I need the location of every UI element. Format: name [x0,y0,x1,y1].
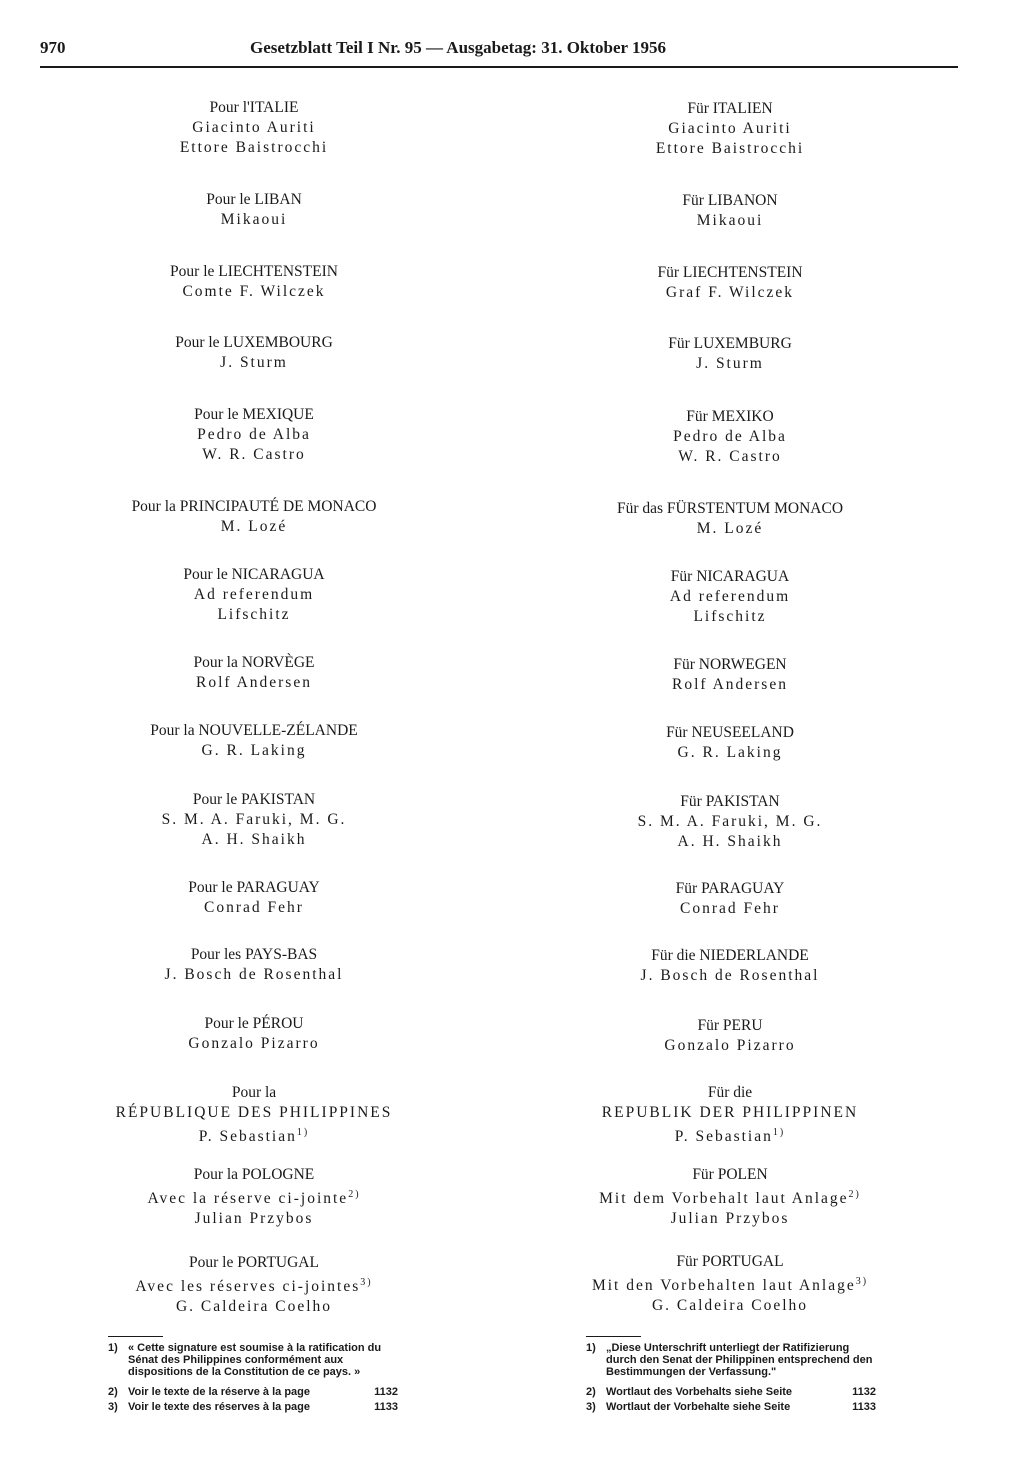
signatory-line: Pedro de Alba [197,426,311,443]
header-rule [40,66,958,68]
country-heading: Für POLEN [692,1166,768,1183]
signature-block [540,792,920,852]
signatory-line: Julian Przybos [670,1210,790,1228]
signature-block [540,191,920,231]
signature-block [64,565,444,625]
page-header [40,38,958,64]
country-heading: Pour le PARAGUAY [188,879,320,896]
country-heading: Pour la PRINCIPAUTÉ DE MONACO [131,498,377,515]
signatory-line: G. Caldeira Coelho [175,1298,333,1316]
signature-block [64,1165,444,1229]
signatory-line: Ettore Baistrocchi [655,140,805,157]
footnote-text: « Cette signature est soumise à la ratification du Sénat des Philippines conformément aux dispositions de la Constitution de ce pays. » [128,1342,382,1378]
country-heading: Für die NIEDERLANDE [651,947,809,964]
footnote-reference: 3) [360,1277,373,1288]
signatory-line: G. R. Laking [677,744,783,761]
footnote-reference: 3) [855,1276,869,1287]
signatory-line: Ad referendum [669,588,791,605]
signature-block [540,946,920,986]
country-heading: Für NORWEGEN [673,656,787,673]
country-heading: Pour les PAYS-BAS [190,946,318,963]
footnote-page-ref: 1133 [374,1401,398,1413]
gazette-title: Gesetzblatt Teil I Nr. 95 — Ausgabetag: 31. Oktober 1956 [250,38,667,57]
country-heading: Für MEXIKO [686,408,774,425]
country-heading: Pour la POLOGNE [193,1166,315,1183]
footnote [108,1401,398,1413]
country-heading: Pour le PORTUGAL [189,1254,319,1271]
signature-block [64,653,444,693]
country-heading: Für die [707,1084,753,1101]
signatory-line: Rolf Andersen [196,674,312,691]
signature-block [64,1083,444,1147]
footnote-mark: 3) [108,1401,118,1413]
footnote-text: Voir le texte de la réserve à la page [128,1386,311,1398]
signatory-line: J. Bosch de Rosenthal [640,967,820,984]
footnotes-french [108,1342,398,1416]
signature-block [540,567,920,627]
signature-block [540,99,920,159]
signature-block [540,263,920,303]
signatory-line: J. Bosch de Rosenthal [164,966,344,983]
country-heading: Pour le PÉROU [204,1015,304,1032]
signatory-line: J. Sturm [220,354,288,371]
signature-block [540,1165,920,1229]
country-heading: Für das FÜRSTENTUM MONACO [616,500,844,517]
page-number: 970 [40,38,66,57]
signature-block [64,878,444,918]
signature-block [64,1253,444,1317]
footnote [586,1401,876,1413]
signatory-line: Lifschitz [217,606,291,623]
signature-block [64,721,444,761]
footnote [108,1342,398,1378]
footnote-reference: 2) [848,1189,861,1200]
signature-block [64,790,444,850]
signatory-line: Conrad Fehr [680,900,780,917]
signature-block [64,497,444,537]
signatory-line: S. M. A. Faruki, M. G. [161,811,347,828]
signature-block [64,405,444,465]
signatory-line: Ad referendum [193,586,315,603]
country-heading: Für LIBANON [682,192,778,209]
signatory-line: Avec les réserves ci-jointes$^{3)}$ [135,1277,373,1296]
footnote [586,1342,876,1378]
footnote-reference: 2) [348,1189,361,1200]
signatory-line: Mit den Vorbehalten laut Anlage$^{3)}$ [591,1276,869,1295]
signatory-line: Comte F. Wilczek [182,283,326,300]
signatory-line: Pedro de Alba [673,428,787,445]
footnote-mark: 1) [108,1342,118,1354]
signatory-line: A. H. Shaikh [201,831,307,848]
footnote-page-ref: 1133 [852,1401,876,1413]
footnote-text: Wortlaut der Vorbehalte siehe Seite [606,1401,791,1413]
country-heading: Pour le MEXIQUE [194,406,314,423]
signatory-line: P. Sebastian$^{1)}$ [198,1127,310,1146]
signatory-line: W. R. Castro [202,446,306,463]
signature-block [540,723,920,763]
footnote-text: Wortlaut des Vorbehalts siehe Seite [606,1386,793,1398]
country-heading: Pour le LIECHTENSTEIN [170,263,338,280]
signature-block [540,407,920,467]
signature-block [540,655,920,695]
signature-block [540,879,920,919]
footnote [586,1386,876,1398]
footnote-page-ref: 1132 [374,1386,398,1398]
footnote-rule-right [586,1336,641,1337]
signatory-line: Rolf Andersen [672,676,788,693]
country-heading: Pour la NOUVELLE-ZÉLANDE [150,722,358,739]
signatory-line: Gonzalo Pizarro [188,1035,320,1052]
signatory-line: J. Sturm [696,355,764,372]
signature-block [540,1016,920,1056]
country-heading: Für NEUSEELAND [666,724,794,741]
signatory-line: RÉPUBLIQUE DES PHILIPPINES [115,1104,393,1121]
signatory-line: Lifschitz [693,608,767,625]
signatory-line: Giacinto Auriti [668,120,792,137]
signature-block [64,98,444,158]
signatory-line: Julian Przybos [194,1210,314,1228]
country-heading: Für ITALIEN [687,100,773,117]
country-heading: Für LUXEMBURG [668,335,792,352]
signature-block [64,262,444,302]
signature-block [64,190,444,230]
signatory-line: Avec la réserve ci-jointe$^{2)}$ [147,1189,361,1208]
country-heading: Pour le PAKISTAN [192,791,316,808]
signature-block [64,333,444,373]
footnote-mark: 2) [108,1386,118,1398]
signatory-line: A. H. Shaikh [677,833,783,850]
signatory-line: Conrad Fehr [204,899,304,916]
signatory-line: Ettore Baistrocchi [179,139,329,156]
signatory-line: P. Sebastian$^{1)}$ [674,1127,786,1146]
signature-block [64,1014,444,1054]
signature-block [64,945,444,985]
country-heading: Für LIECHTENSTEIN [657,264,803,281]
country-heading: Für PERU [697,1017,763,1034]
signatory-line: G. R. Laking [201,742,307,759]
country-heading: Pour l'ITALIE [209,99,299,116]
footnote-mark: 3) [586,1401,596,1413]
footnote-mark: 1) [586,1342,596,1354]
country-heading: Pour le NICARAGUA [183,566,325,583]
signature-block [540,499,920,539]
country-heading: Für PAKISTAN [680,793,780,810]
signature-block [540,1252,920,1316]
country-heading: Für PORTUGAL [676,1253,784,1270]
signatory-line: Giacinto Auriti [192,119,316,136]
signatory-line: M. Lozé [696,520,764,537]
signature-block [540,334,920,374]
signatory-line: Mit dem Vorbehalt laut Anlage$^{2)}$ [599,1189,861,1208]
signatory-line: Mikaoui [696,212,764,229]
footnote-reference: 1) [772,1127,786,1138]
footnote-rule-left [108,1336,163,1337]
signatory-line: G. Caldeira Coelho [651,1297,809,1315]
footnote-reference: 1) [296,1127,310,1138]
signature-block [540,1083,920,1147]
signatory-line: W. R. Castro [678,448,782,465]
signatory-line: REPUBLIK DER PHILIPPINEN [601,1104,859,1121]
country-heading: Für PARAGUAY [675,880,785,897]
footnote-text: Voir le texte des réserves à la page [128,1401,311,1413]
country-heading: Pour la NORVÈGE [193,654,315,671]
footnote-mark: 2) [586,1386,596,1398]
signatory-line: S. M. A. Faruki, M. G. [637,813,823,830]
signatory-line: Mikaoui [220,211,288,228]
signatory-line: Graf F. Wilczek [665,284,795,301]
country-heading: Pour le LUXEMBOURG [175,334,333,351]
country-heading: Pour le LIBAN [206,191,302,208]
footnote [108,1386,398,1398]
footnote-text: „Diese Unterschrift unterliegt der Ratifizierung durch den Senat der Philippinen entsprechend den Bestimmungen der Verfassung." [606,1342,873,1378]
country-heading: Für NICARAGUA [670,568,790,585]
country-heading: Pour la [231,1084,277,1101]
footnote-page-ref: 1132 [852,1386,876,1398]
signatory-line: M. Lozé [220,518,288,535]
footnotes-german [586,1342,876,1416]
signatory-line: Gonzalo Pizarro [664,1037,796,1054]
